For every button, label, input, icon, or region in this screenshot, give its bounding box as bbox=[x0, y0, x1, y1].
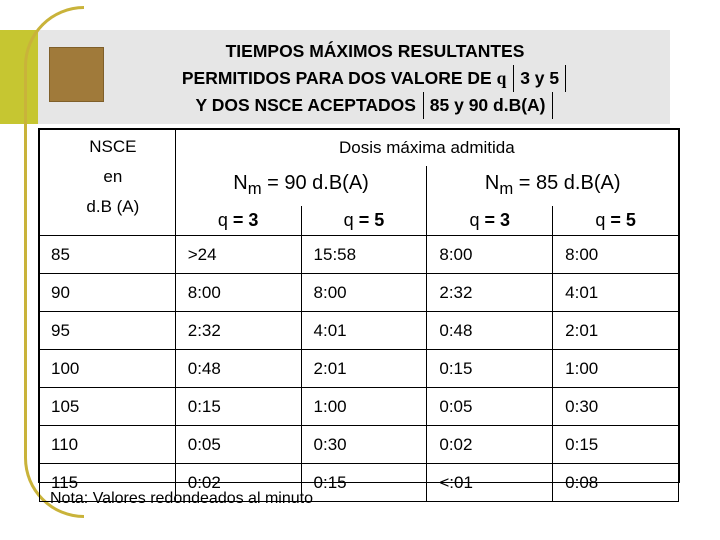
nm-85-subscript: m bbox=[499, 179, 514, 198]
time-cell: 0:15 bbox=[175, 388, 301, 426]
time-cell: 0:05 bbox=[427, 388, 553, 426]
nm-90-header bbox=[175, 166, 427, 206]
nm-90-subscript: m bbox=[247, 179, 262, 198]
slide-title bbox=[110, 38, 640, 119]
time-cell: 2:32 bbox=[175, 312, 301, 350]
nm-85-symbol: N bbox=[484, 172, 500, 194]
nm-85-value: = 85 d.B(A) bbox=[513, 172, 621, 194]
time-cell: 8:00 bbox=[553, 236, 679, 274]
nsce-cell: 95 bbox=[40, 312, 176, 350]
q-header-1-letter: q bbox=[217, 209, 228, 230]
title-line-2 bbox=[110, 65, 640, 92]
nsce-cell: 115 bbox=[40, 464, 176, 502]
table-row bbox=[40, 350, 679, 388]
title-nsce-values: 85 y 90 d.B(A) bbox=[423, 92, 553, 119]
q-header-4-value: = 5 bbox=[605, 209, 636, 230]
time-cell: 8:00 bbox=[301, 274, 427, 312]
time-cell: 0:02 bbox=[427, 426, 553, 464]
title-line-3-prefix: Y DOS NSCE ACEPTADOS bbox=[195, 95, 421, 115]
time-cell: 0:15 bbox=[301, 464, 427, 502]
time-cell: 0:48 bbox=[175, 350, 301, 388]
table-row bbox=[40, 312, 679, 350]
title-q-values: 3 y 5 bbox=[513, 65, 566, 92]
q-header-3-value: = 3 bbox=[479, 209, 511, 230]
time-cell: 0:05 bbox=[175, 426, 301, 464]
time-cell: 2:01 bbox=[553, 312, 679, 350]
nsce-header-line-2: en bbox=[103, 167, 123, 186]
nsce-header-line-3: d.B (A) bbox=[86, 197, 140, 216]
time-cell: 4:01 bbox=[553, 274, 679, 312]
time-cell: 2:01 bbox=[301, 350, 427, 388]
nm-90-symbol: N bbox=[233, 172, 248, 194]
time-cell: 15:58 bbox=[301, 236, 427, 274]
time-cell: 0:48 bbox=[427, 312, 553, 350]
time-cell: 4:01 bbox=[301, 312, 427, 350]
q-header-2-value: = 5 bbox=[353, 209, 385, 230]
time-cell: 0:30 bbox=[301, 426, 427, 464]
nsce-header bbox=[40, 130, 176, 236]
table-row bbox=[40, 426, 679, 464]
q-header-1 bbox=[175, 206, 301, 236]
q-header-1-value: = 3 bbox=[227, 209, 259, 230]
nsce-header-line-1: NSCE bbox=[89, 137, 137, 156]
time-cell: 8:00 bbox=[427, 236, 553, 274]
nsce-cell: 90 bbox=[40, 274, 176, 312]
q-header-3 bbox=[427, 206, 553, 236]
time-cell: 1:00 bbox=[301, 388, 427, 426]
q-header-4-letter: q bbox=[595, 209, 606, 230]
time-cell: 0:15 bbox=[427, 350, 553, 388]
footnote: Nota: Valores redondeados al minuto bbox=[50, 490, 313, 507]
nsce-cell: 85 bbox=[40, 236, 176, 274]
time-cell: 2:32 bbox=[427, 274, 553, 312]
nm-85-header bbox=[427, 166, 679, 206]
time-cell: >24 bbox=[175, 236, 301, 274]
q-header-2-letter: q bbox=[343, 209, 354, 230]
q-header-2 bbox=[301, 206, 427, 236]
time-cell: 0:02 bbox=[175, 464, 301, 502]
table-row bbox=[40, 274, 679, 312]
table-row bbox=[40, 388, 679, 426]
nsce-cell: 110 bbox=[40, 426, 176, 464]
time-cell: <:01 bbox=[427, 464, 553, 502]
dosis-header: Dosis máxima admitida bbox=[175, 130, 678, 166]
time-cell: 0:08 bbox=[553, 464, 679, 502]
title-line-1: TIEMPOS MÁXIMOS RESULTANTES bbox=[225, 41, 525, 61]
title-q-symbol: q bbox=[496, 68, 507, 88]
nsce-cell: 105 bbox=[40, 388, 176, 426]
dose-table bbox=[38, 128, 680, 492]
title-line-2-prefix: PERMITIDOS PARA DOS VALORE DE bbox=[181, 68, 497, 88]
table-row bbox=[40, 236, 679, 274]
nsce-cell: 100 bbox=[40, 350, 176, 388]
time-cell: 0:15 bbox=[553, 426, 679, 464]
title-line-3 bbox=[110, 92, 640, 119]
time-cell: 1:00 bbox=[553, 350, 679, 388]
decorative-square bbox=[49, 47, 104, 102]
nm-90-value: = 90 d.B(A) bbox=[261, 172, 369, 194]
time-cell: 8:00 bbox=[175, 274, 301, 312]
q-header-4 bbox=[553, 206, 679, 236]
time-cell: 0:30 bbox=[553, 388, 679, 426]
q-header-3-letter: q bbox=[469, 209, 480, 230]
